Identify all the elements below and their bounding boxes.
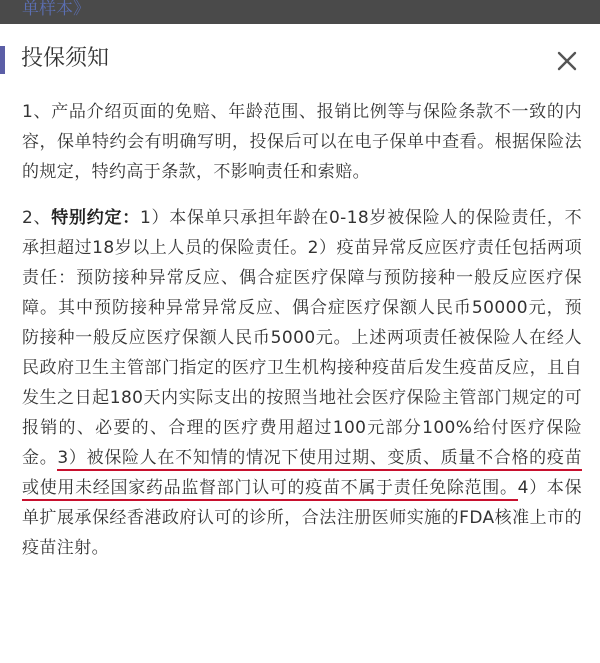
title-accent-bar xyxy=(0,46,5,74)
underlined-clause: 3）被保险人在不知情的情况下使用过期、变质、质量不合格的疫苗或使用未经国家药品监督部门认可的疫苗不属于责任免除范围。 xyxy=(22,448,582,501)
background-link-text[interactable]: 单样本》 xyxy=(22,0,90,19)
notice-paragraph-2 xyxy=(22,203,582,563)
dialog-header xyxy=(0,24,600,98)
paragraph-number: 2、 xyxy=(22,208,52,228)
background-page xyxy=(0,0,600,24)
special-agreement-text: 1）本保单只承担年龄在0-18岁被保险人的保险责任，不承担超过18岁以上人员的保险责任。2）疫苗异常反应医疗责任包括两项责任：预防接种异常反应、偶合症医疗保障与预防接种一般反应医疗保障。其中预防接种异常异常反应、偶合症医疗保额人民币50000元，预防接种一般反应医疗保额人民币5000元。上述两项责任被保险人在经人民政府卫生主管部门指定的医疗卫生机构接种疫苗后发生疫苗反应，且自发生之日起180天内实际支出的按照当地社会医疗保险主管部门规定的可报销的、必要的、合理的医疗费用超过100元部分100%给付医疗保险金。 xyxy=(22,208,582,468)
special-agreement-label: 特别约定： xyxy=(51,208,140,228)
notice-paragraph-1: 1、产品介绍页面的免赔、年龄范围、报销比例等与保险条款不一致的内容，保单特约会有明确写明，投保后可以在电子保单中查看。根据保险法的规定，特约高于条款，不影响责任和索赔。 xyxy=(22,102,582,182)
notice-content xyxy=(22,97,582,563)
close-button[interactable] xyxy=(552,46,582,76)
close-icon xyxy=(552,46,582,76)
dialog-title: 投保须知 xyxy=(21,46,110,71)
special-agreement-text-tail: 4）本保单扩展承保经香港政府认可的诊所，合法注册医师实施的FDA核准上市的疫苗注射。 xyxy=(22,478,582,558)
